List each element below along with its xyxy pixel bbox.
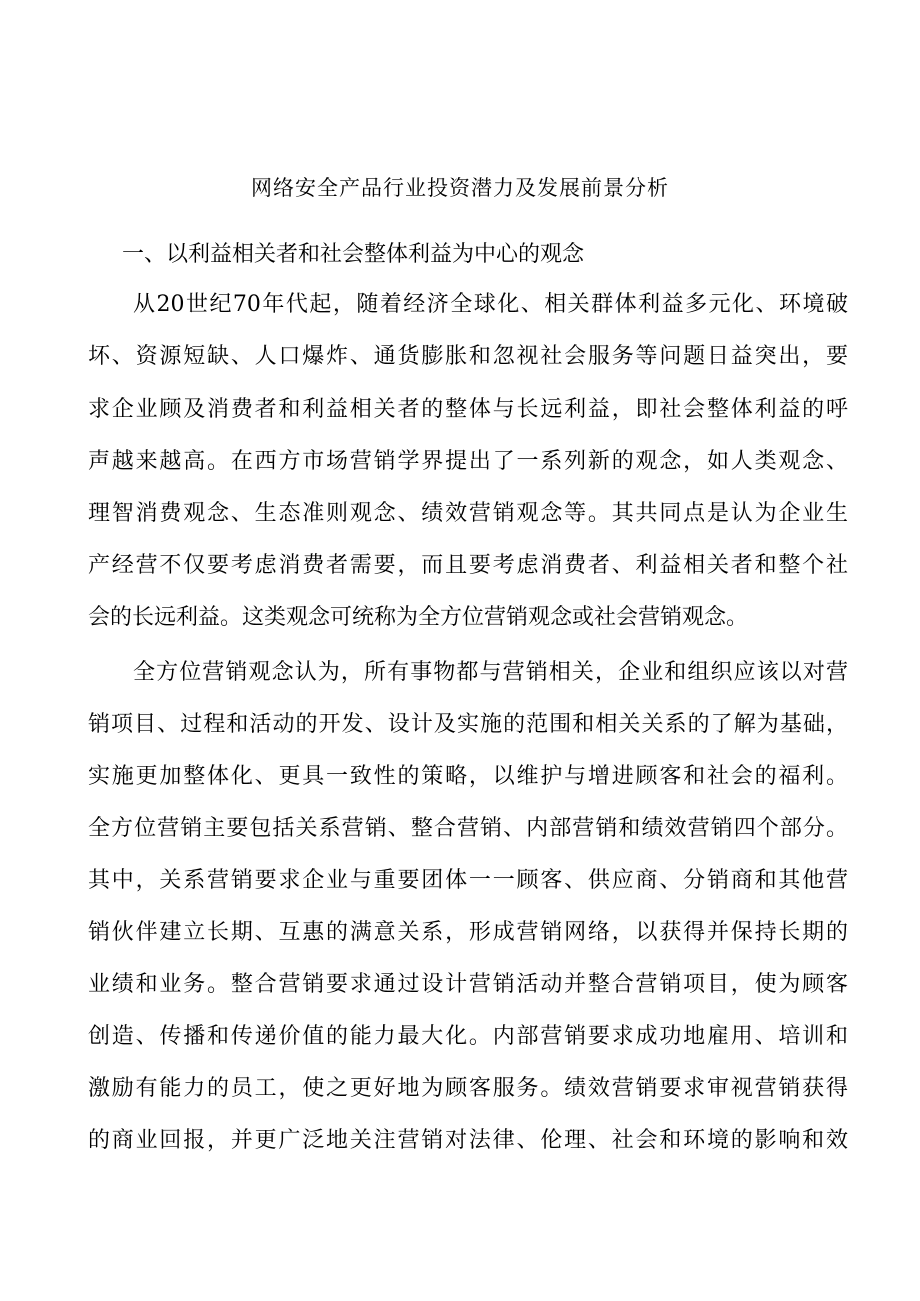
paragraph-line: 其中，关系营销要求企业与重要团体一一顾客、供应商、分销商和其他营 <box>88 868 848 893</box>
paragraph-line: 销项目、过程和活动的开发、设计及实施的范围和相关关系的了解为基础， <box>88 712 848 737</box>
paragraph-line: 声越来越高。在西方市场营销学界提出了一系列新的观念，如人类观念、 <box>88 449 848 474</box>
document-title: 网络安全产品行业投资潜力及发展前景分析 <box>251 176 669 200</box>
paragraph-line: 实施更加整体化、更具一致性的策略，以维护与增进顾客和社会的福利。 <box>88 764 848 789</box>
paragraph-line: 坏、资源短缺、人口爆炸、通货膨胀和忽视社会服务等问题日益突出，要 <box>88 344 848 369</box>
section-heading: 一、以利益相关者和社会整体利益为中心的观念 <box>122 242 585 267</box>
paragraph-line: 业绩和业务。整合营销要求通过设计营销活动并整合营销项目，使为顾客 <box>88 972 848 997</box>
paragraph-line: 创造、传播和传递价值的能力最大化。内部营销要求成功地雇用、培训和 <box>88 1024 848 1049</box>
paragraph-line: 销伙伴建立长期、互惠的满意关系，形成营销网络，以获得并保持长期的 <box>88 920 848 945</box>
paragraph-line: 全方位营销观念认为，所有事物都与营销相关，企业和组织应该以对营 <box>133 660 848 685</box>
paragraph-line: 求企业顾及消费者和利益相关者的整体与长远利益，即社会整体利益的呼 <box>88 397 848 422</box>
paragraph-line: 全方位营销主要包括关系营销、整合营销、内部营销和绩效营销四个部分。 <box>88 816 848 841</box>
paragraph-line: 产经营不仅要考虑消费者需要，而且要考虑消费者、利益相关者和整个社 <box>88 553 848 578</box>
paragraph-line: 理智消费观念、生态准则观念、绩效营销观念等。其共同点是认为企业生 <box>88 501 848 526</box>
paragraph-line: 激励有能力的员工，使之更好地为顾客服务。绩效营销要求审视营销获得 <box>88 1076 848 1101</box>
paragraph-line: 从20世纪70年代起，随着经济全球化、相关群体利益多元化、环境破 <box>133 292 848 317</box>
paragraph-line: 的商业回报，并更广泛地关注营销对法律、伦理、社会和环境的影响和效 <box>88 1128 848 1153</box>
paragraph-line: 会的长远利益。这类观念可统称为全方位营销观念或社会营销观念。 <box>88 605 749 630</box>
